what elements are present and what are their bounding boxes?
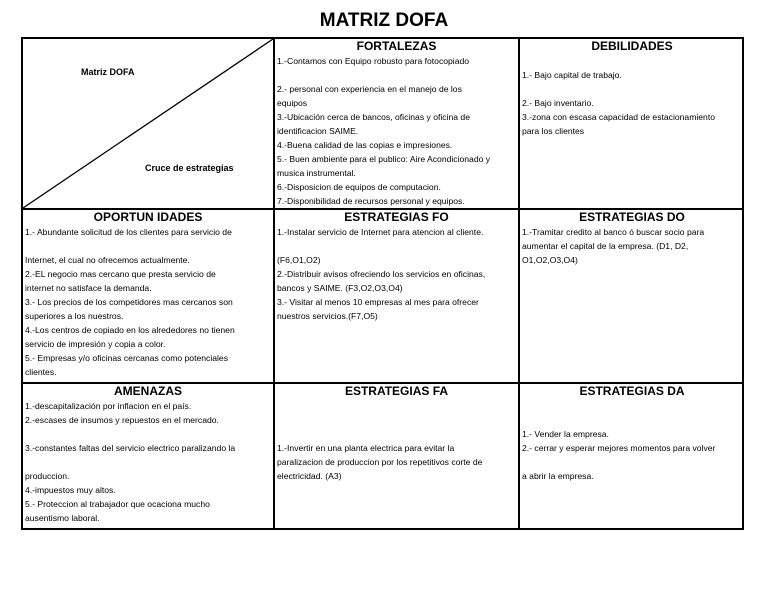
text-line: Internet, el cual no ofrecemos actualmente. bbox=[25, 255, 190, 265]
amenazas-list bbox=[23, 399, 273, 525]
amenazas-heading: AMENAZAS bbox=[114, 384, 182, 398]
estrategias-fo-list bbox=[275, 225, 518, 323]
oportunidades-cell bbox=[23, 210, 273, 382]
text-line bbox=[522, 455, 744, 469]
oportunidades-heading: OPORTUN IDADES bbox=[93, 210, 203, 224]
text-line: 2.-escases de insumos y repuestos en el mercado. bbox=[25, 415, 219, 425]
estrategias-fo-cell bbox=[275, 210, 518, 382]
text-line bbox=[277, 427, 518, 441]
text-line: 2.- cerrar y esperar mejores momentos para volver bbox=[522, 443, 716, 453]
text-line: paralizacion de produccion por los repetitivos corte de bbox=[277, 457, 483, 467]
text-line: bancos y SAIME. (F3,O2,O3,O4) bbox=[277, 283, 403, 293]
text-line: 3.-constantes faltas del servicio electrico paralizando la bbox=[25, 443, 236, 453]
text-line: clientes. bbox=[25, 367, 57, 377]
fortalezas-heading: FORTALEZAS bbox=[356, 39, 437, 53]
text-line: 5.- Proteccion al trabajador que ocaciona mucho bbox=[25, 499, 210, 509]
text-line: equipos bbox=[277, 98, 308, 108]
page-title: MATRIZ DOFA bbox=[319, 10, 449, 31]
estrategias-fa-list bbox=[275, 399, 518, 483]
dofa-matrix bbox=[21, 37, 744, 530]
corner-label-top: Matriz DOFA bbox=[81, 67, 135, 77]
text-line bbox=[522, 82, 744, 96]
text-line: 4.-Buena calidad de las copias e impresiones. bbox=[277, 140, 453, 150]
text-line bbox=[25, 239, 273, 253]
text-line: 3.- Los precios de los competidores mas cercanos son bbox=[25, 297, 233, 307]
text-line: 3.- Visitar al menos 10 empresas al mes para ofrecer bbox=[277, 297, 479, 307]
text-line: 1.- Vender la empresa. bbox=[522, 429, 609, 439]
text-line: 4.-Los centros de copiado en los alrededores no tienen bbox=[25, 325, 235, 335]
debilidades-cell bbox=[520, 39, 744, 208]
text-line bbox=[25, 455, 273, 469]
text-line: 6.-Disposicion de equipos de computacion. bbox=[277, 182, 441, 192]
estrategias-do-cell bbox=[520, 210, 744, 382]
text-line: electricidad. (A3) bbox=[277, 471, 342, 481]
amenazas-cell bbox=[23, 384, 273, 528]
text-line bbox=[522, 399, 744, 413]
estrategias-fa-heading: ESTRATEGIAS FA bbox=[344, 384, 449, 398]
text-line: 1.- Abundante solicitud de los clientes para servicio de bbox=[25, 227, 232, 237]
text-line: para los clientes bbox=[522, 126, 585, 136]
estrategias-do-heading: ESTRATEGIAS DO bbox=[579, 210, 685, 224]
text-line: a abrir la empresa. bbox=[522, 471, 594, 481]
estrategias-da-list bbox=[520, 399, 744, 483]
estrategias-do-list bbox=[520, 225, 744, 267]
text-line: 2.- Bajo inventario. bbox=[522, 98, 594, 108]
text-line bbox=[277, 413, 518, 427]
text-line: internet no satisface la demanda. bbox=[25, 283, 152, 293]
text-line: O1,O2,O3,O4) bbox=[522, 255, 578, 265]
text-line: 1.-Tramitar credito al banco ó buscar socio para bbox=[522, 227, 705, 237]
fortalezas-cell bbox=[275, 39, 518, 208]
text-line: (F6,O1,O2) bbox=[277, 255, 321, 265]
text-line: produccion. bbox=[25, 471, 70, 481]
estrategias-fa-cell bbox=[275, 384, 518, 528]
text-line bbox=[277, 239, 518, 253]
text-line bbox=[522, 54, 744, 68]
text-line: 2.- personal con experiencia en el manejo de los bbox=[277, 84, 462, 94]
text-line: nuestros servicios.(F7,O5) bbox=[277, 311, 378, 321]
text-line bbox=[277, 68, 518, 82]
text-line bbox=[522, 413, 744, 427]
text-line: 1.- Bajo capital de trabajo. bbox=[522, 70, 622, 80]
oportunidades-list bbox=[23, 225, 273, 379]
text-line: identificacion SAIME. bbox=[277, 126, 359, 136]
text-line bbox=[277, 399, 518, 413]
text-line: superiores a los nuestros. bbox=[25, 311, 124, 321]
text-line: 2.-Distribuir avisos ofreciendo los servicios en oficinas, bbox=[277, 269, 486, 279]
text-line: 7.-Disponibilidad de recursos personal y equipos. bbox=[277, 196, 465, 206]
text-line: 3.-zona con escasa capacidad de estacionamiento bbox=[522, 112, 716, 122]
fortalezas-list bbox=[275, 54, 518, 208]
text-line: 1.-Instalar servicio de Internet para atencion al cliente. bbox=[277, 227, 484, 237]
estrategias-da-heading: ESTRATEGIAS DA bbox=[579, 384, 685, 398]
estrategias-fo-heading: ESTRATEGIAS FO bbox=[344, 210, 449, 224]
text-line: 5.- Buen ambiente para el publico: Aire Acondicionado y bbox=[277, 154, 491, 164]
text-line: 5.- Empresas y/o oficinas cercanas como potenciales bbox=[25, 353, 229, 363]
debilidades-list bbox=[520, 54, 744, 138]
text-line: ausentismo laboral. bbox=[25, 513, 100, 523]
debilidades-heading: DEBILIDADES bbox=[591, 39, 673, 53]
text-line: 1.-descapitalización por inflacion en el país. bbox=[25, 401, 192, 411]
text-line: 3.-Ubicación cerca de bancos, oficinas y oficina de bbox=[277, 112, 470, 122]
text-line: aumentar el capital de la empresa. (D1, D2, bbox=[522, 241, 689, 251]
diagonal-line bbox=[23, 39, 273, 208]
text-line: servicio de impresión y copia a color. bbox=[25, 339, 166, 349]
corner-label-bottom: Cruce de estrategias bbox=[145, 163, 234, 173]
text-line: 1.-Invertir en una planta electrica para evitar la bbox=[277, 443, 455, 453]
estrategias-da-cell bbox=[520, 384, 744, 528]
text-line: 4.-impuestos muy altos. bbox=[25, 485, 116, 495]
text-line: 2.-EL negocio mas cercano que presta servicio de bbox=[25, 269, 216, 279]
text-line: musica instrumental. bbox=[277, 168, 356, 178]
text-line: 1.-Contamos con Equipo robusto para fotocopiado bbox=[277, 56, 470, 66]
text-line bbox=[25, 427, 273, 441]
corner-cell bbox=[23, 39, 273, 208]
